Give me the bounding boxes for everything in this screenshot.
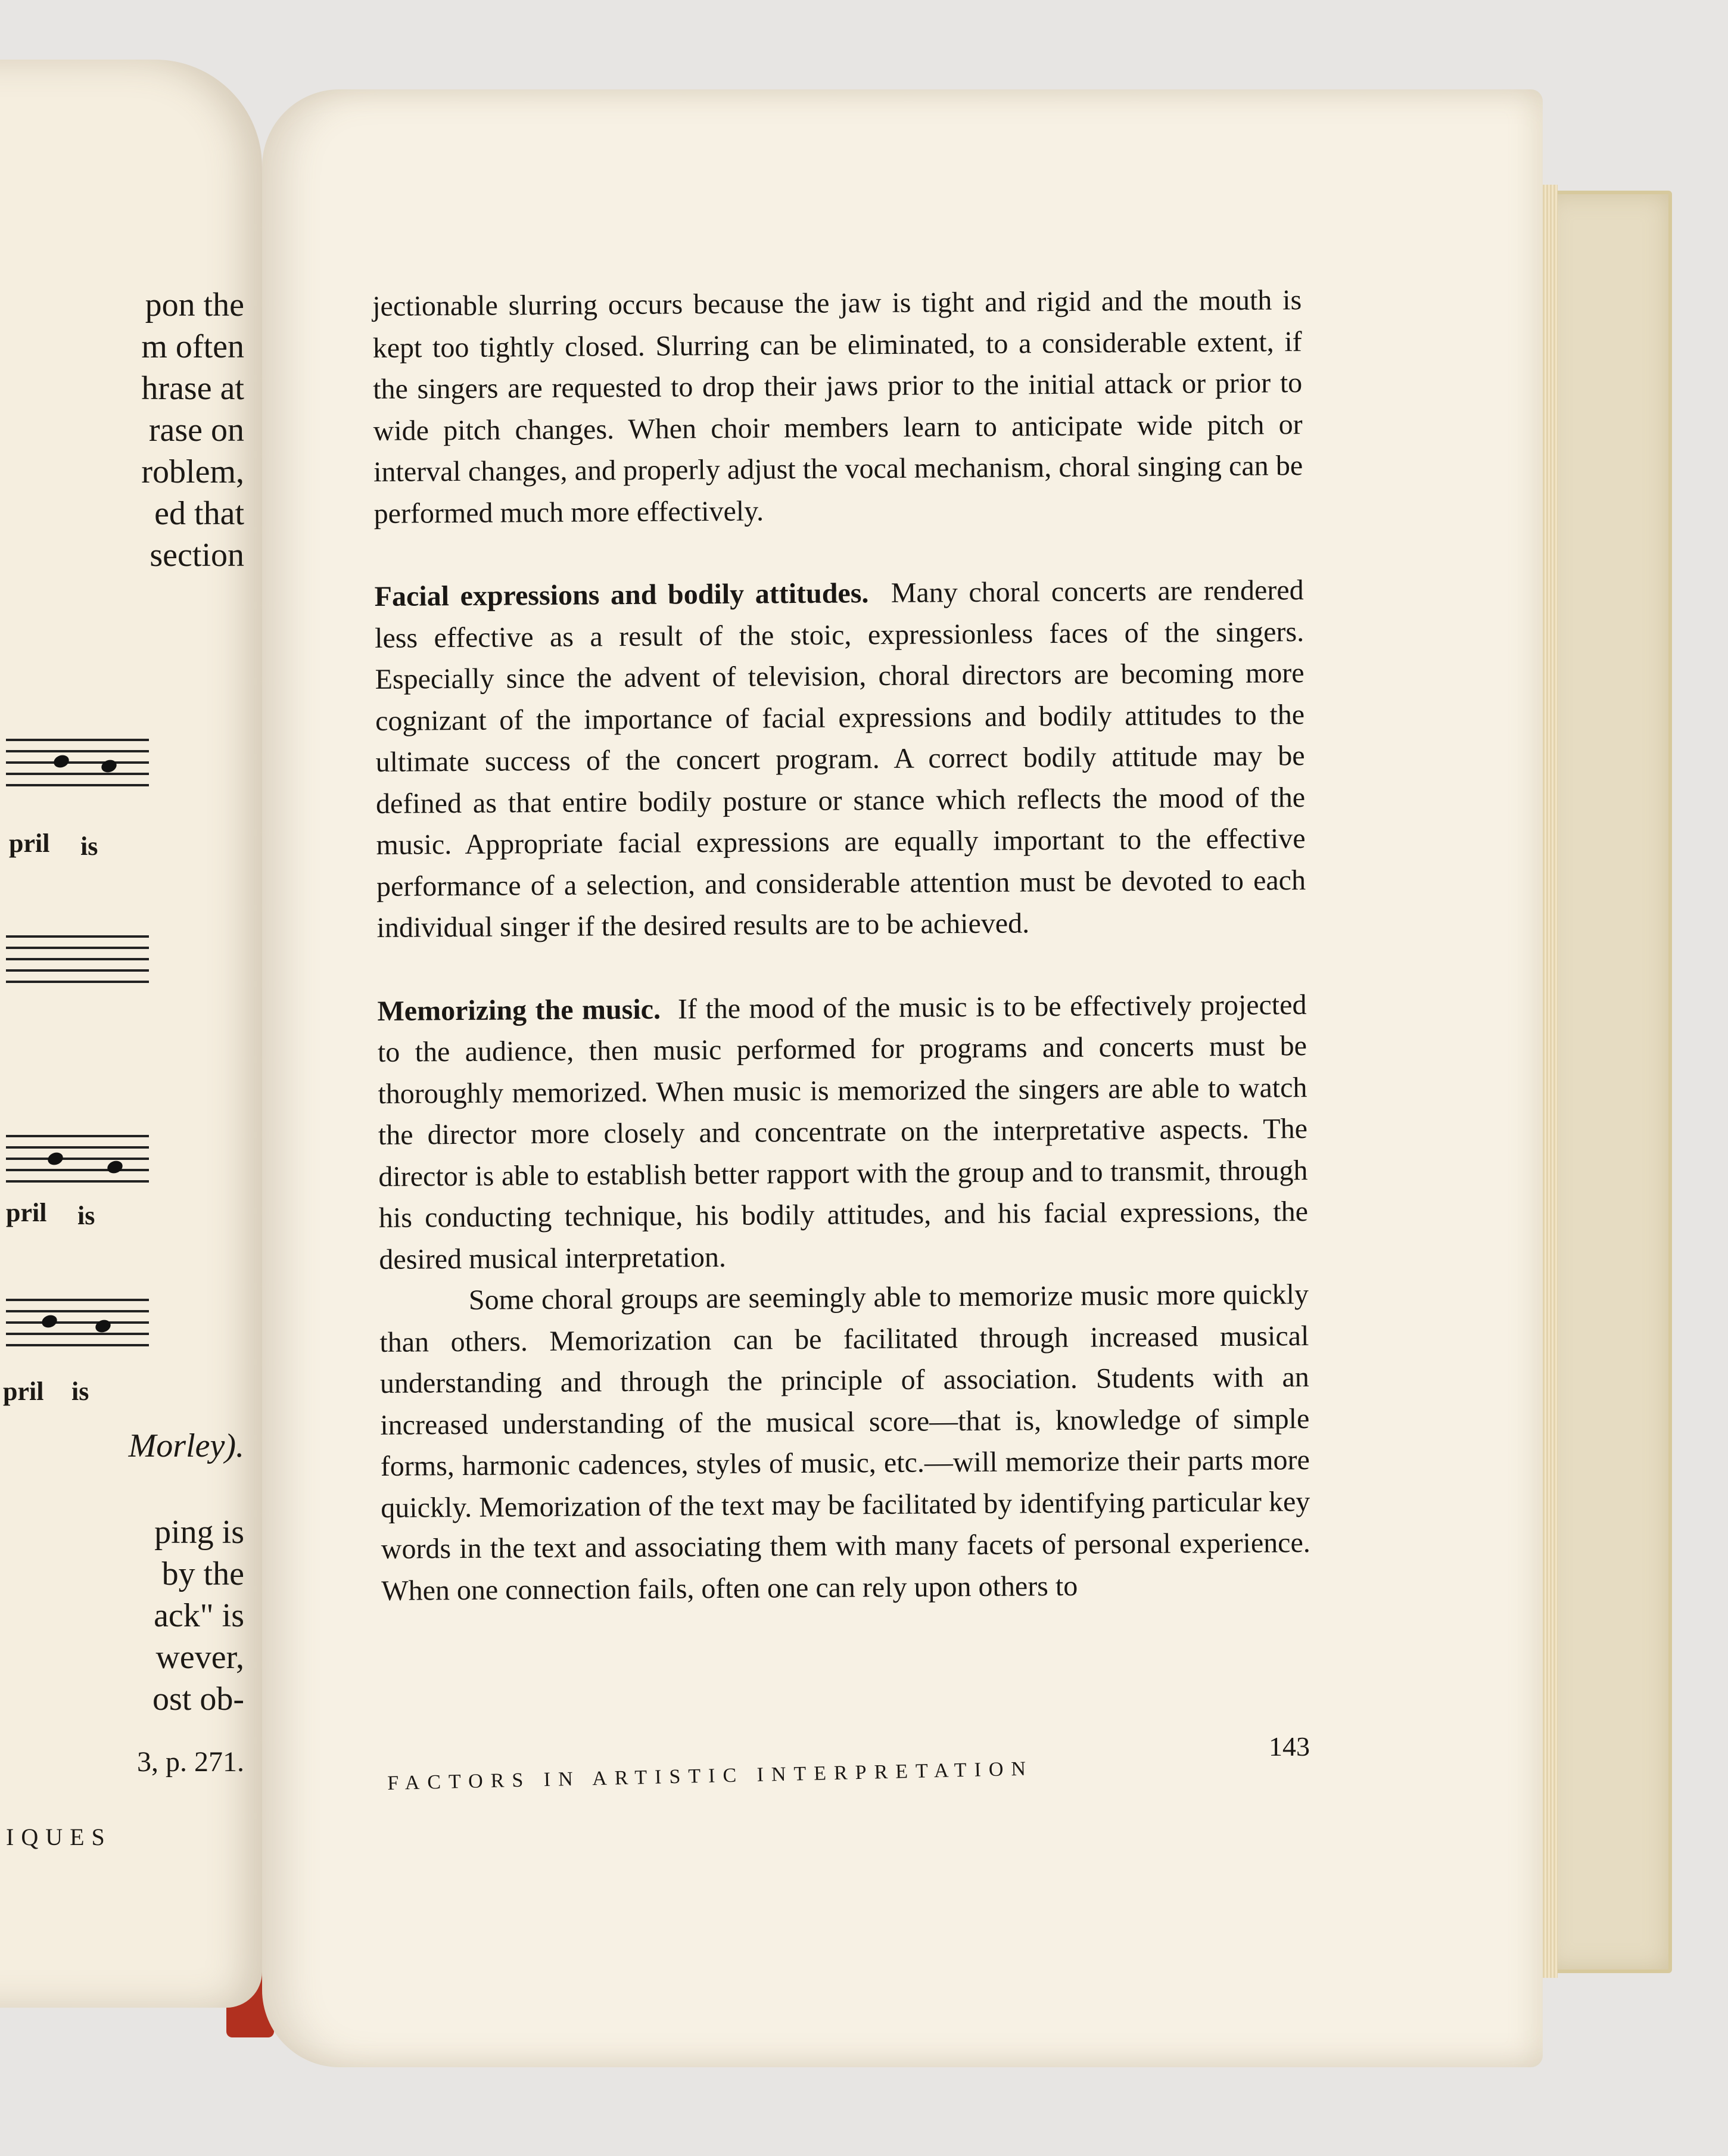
paragraph-slurring: jectionable slurring occurs because the jaw is tight and rigid and the mouth is kept too tightly closed. Slurring can be eliminated, to a considerable extent, if the singers are requested to drop their jaws prior to the initial attack or prior to wide pitch changes. When choir members learn to anticipate wide pitch or interval changes, and properly adjust the vocal mechanism, choral singing can be performed much more effectively.: [372, 284, 1303, 530]
section-heading-facial: Facial expressions and bodily attitudes.: [374, 577, 869, 612]
left-text-line: pon the: [145, 287, 244, 323]
music-staff: [6, 1135, 149, 1183]
lyric-syllable: pril: [3, 1377, 44, 1406]
left-text-line: ping is: [154, 1514, 244, 1551]
paragraph-facial-expressions: [374, 570, 1306, 948]
left-text-line: ost ob-: [152, 1681, 244, 1718]
music-staff: [6, 935, 149, 983]
page-number: 143: [1269, 1731, 1310, 1762]
lyric-syllable: pril: [9, 829, 50, 858]
paragraph-text: Many choral concerts are rendered less effective as a result of the stoic, expressionless faces of the singers. Especially since the advent of television, choral directors are becoming more cognizant of the importance of facial expressions and bodily attitudes to the ultimate success of the concert program. A correct bodily attitude may be defined as that entire bodily posture or stance which reflects the mood of the music. Appropriate facial expressions are equally important to the effective performance of a selection, and considerable attention must be devoted to each individual singer if the desired results are to be achieved.: [374, 574, 1306, 944]
left-text-line: hrase at: [141, 370, 244, 407]
left-footnote: 3, p. 271.: [137, 1746, 244, 1778]
left-text-line: rase on: [148, 412, 244, 449]
left-running-foot: IQUES: [6, 1824, 112, 1850]
left-text-line: m often: [141, 328, 244, 365]
left-text-line: roblem,: [141, 453, 244, 490]
paragraph-memorization: Some choral groups are seemingly able to memorize music more quickly than others. Memorization can be facilitated through increased musical understanding and through the principle of association. Students with an increased understanding of the musical score—that is, knowledge of simple forms, harmonic cadences, styles of music, etc.—will memorize their parts more quickly. Memorization of the text may be facilitated by identifying particular key words in the text and associating them with many facets of personal experience. When one connection fails, often one can rely upon others to: [379, 1278, 1310, 1607]
paragraph-text: If the mood of the music is to be effectively projected to the audience, then music performed for programs and concerts must be thoroughly memorized. When music is memorized the singers are able to watch the director more closely and concentrate on the interpretative aspects. The director is able to establish better rapport with the group and to transmit, through his conducting technique, his bodily attitudes, and his facial expressions, the desired musical interpretation.: [377, 988, 1309, 1275]
left-text-line: section: [150, 537, 244, 574]
lyric-syllable: is: [80, 832, 98, 861]
paragraph-memorizing: [377, 984, 1308, 1280]
book-back-board: [1543, 191, 1672, 1973]
left-text-line: by the: [161, 1555, 244, 1592]
left-page: [0, 60, 262, 2008]
left-text-line: ed that: [154, 495, 244, 532]
music-staff: [6, 1299, 149, 1346]
running-footer: FACTORS IN ARTISTIC INTERPRETATION: [387, 1757, 1034, 1794]
page-body: [372, 279, 1310, 1611]
left-text-line: ack" is: [154, 1597, 244, 1634]
lyric-syllable: is: [77, 1201, 95, 1230]
left-citation: Morley).: [128, 1427, 244, 1464]
music-staff: [6, 739, 149, 786]
lyric-syllable: pril: [6, 1198, 47, 1227]
section-heading-memorizing: Memorizing the music.: [377, 993, 661, 1027]
lyric-syllable: is: [71, 1377, 89, 1406]
left-text-line: wever,: [155, 1639, 244, 1676]
